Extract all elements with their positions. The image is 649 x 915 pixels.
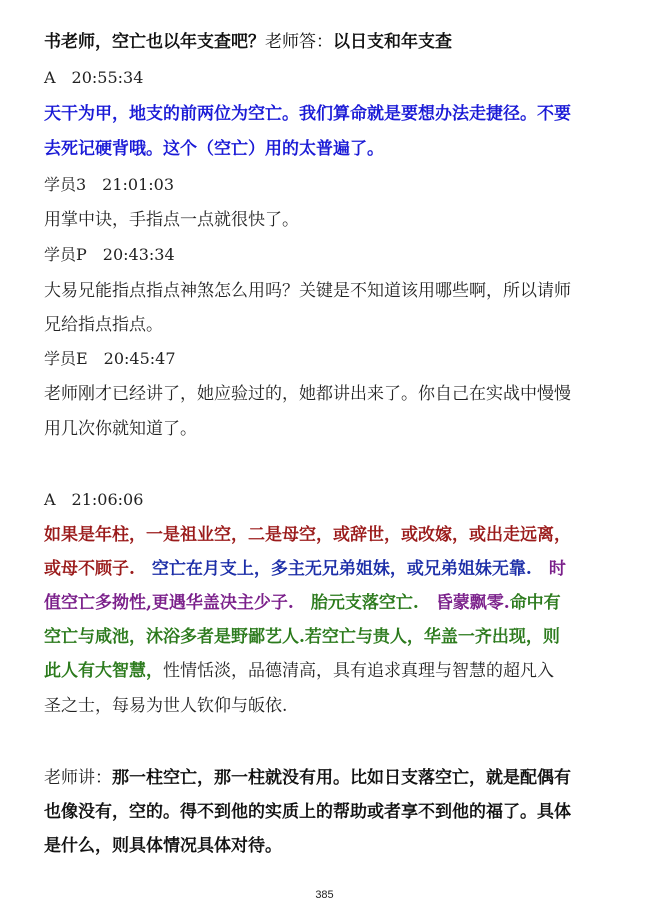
colored-paragraph-line-6: 圣之士，每易为世人钦仰与皈依.: [44, 696, 288, 716]
teacher-comment-label: 老师讲：: [44, 768, 112, 788]
teacher-comment-line-1: [44, 766, 571, 790]
student-e-message-line-1: 老师刚才已经讲了，她应验过的，她都讲出来了。你自己在实战中慢慢: [44, 384, 571, 404]
teacher-answer-label: 老师答：: [265, 32, 333, 52]
question-text: 书老师，空亡也以年支查吧？: [44, 32, 265, 52]
segment-purple: 时: [548, 559, 566, 579]
segment-red: 或母不顾子.: [44, 559, 135, 579]
student-p-message-line-1: 大易兄能指点指点神煞怎么用吗？关键是不知道该用哪些啊，所以请师: [44, 281, 571, 301]
teacher-comment-line-3: 是什么，则具体情况具体对待。: [44, 836, 282, 856]
speaker-timestamp-student-e: 学员E 20:45:47: [44, 349, 176, 368]
blue-paragraph-line-1: 天干为甲，地支的前两位为空亡。我们算命就是要想办法走捷径。不要: [44, 104, 571, 124]
student-p-message-line-2: 兄给指点指点。: [44, 315, 163, 335]
segment-navy: 空亡在月支上，多主无兄弟姐妹，或兄弟姐妹无靠.: [151, 559, 532, 579]
segment-black: 性情恬淡，品德清高，具有追求真理与智慧的超凡入: [163, 661, 554, 681]
speaker-timestamp-a-2: A 21:06:06: [44, 490, 144, 509]
teacher-comment-text: 那一柱空亡，那一柱就没有用。比如日支落空亡，就是配偶有: [112, 768, 571, 788]
speaker-timestamp-a-1: A 20:55:34: [44, 68, 144, 87]
page-number: 385: [315, 889, 334, 901]
colored-paragraph-line-3: [44, 591, 561, 615]
segment-green: 此人有大智慧，: [44, 661, 163, 681]
teacher-comment-line-2: 也像没有，空的。得不到他的实质上的帮助或者享不到他的福了。具体: [44, 802, 571, 822]
student-e-message-line-2: 用几次你就知道了。: [44, 419, 197, 439]
speaker-timestamp-student-3: 学员3 21:01:03: [44, 175, 175, 194]
segment-green: 胎元支落空亡.: [310, 593, 419, 613]
question-line: [44, 30, 452, 54]
colored-paragraph-line-4: 空亡与咸池，沐浴多者是野鄙艺人.若空亡与贵人，华盖一齐出现，则: [44, 627, 560, 647]
segment-purple: 值空亡多拗性,更遇华盖决主少子.: [44, 593, 294, 613]
speaker-timestamp-student-p: 学员P 20:43:34: [44, 245, 175, 264]
student-3-message: 用掌中诀，手指点一点就很快了。: [44, 210, 299, 230]
colored-paragraph-line-2: [44, 557, 566, 581]
colored-paragraph-line-5: [44, 659, 554, 683]
segment-purple: 昏蒙飘零.: [435, 593, 510, 613]
segment-green: 命中有: [509, 593, 561, 613]
teacher-answer-text: 以日支和年支查: [333, 32, 452, 52]
colored-paragraph-line-1: 如果是年柱，一是祖业空，二是母空，或辞世，或改嫁，或出走远离，: [44, 525, 571, 545]
blue-paragraph-line-2: 去死记硬背哦。这个（空亡）用的太普遍了。: [44, 139, 384, 159]
